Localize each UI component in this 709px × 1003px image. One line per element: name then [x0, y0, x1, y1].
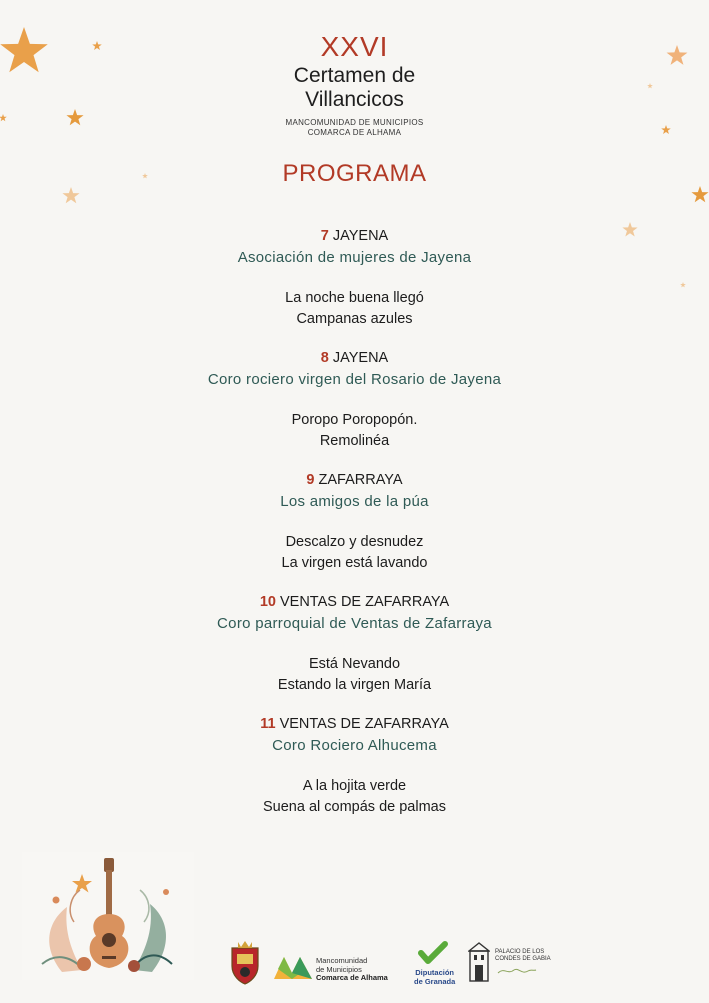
- palacio-building-icon: [468, 941, 490, 983]
- event-place: JAYENA: [332, 228, 389, 244]
- mancomunidad-logo-icon: [272, 953, 314, 981]
- event-day-8: [0, 348, 709, 470]
- event-day-9: [0, 470, 709, 592]
- palacio-logo-text: PALACIO DE LOS CONDES DE GABIA: [495, 949, 551, 962]
- song-title: Remolinéa: [319, 433, 390, 449]
- municipal-coat-of-arms-icon: [228, 938, 262, 986]
- song-title: Descalzo y desnudez: [285, 534, 424, 550]
- song-title: Suena al compás de palmas: [263, 799, 446, 815]
- event-group: Coro parroquial de Ventas de Zafarraya: [217, 615, 492, 632]
- star-icon: [62, 187, 79, 203]
- event-date-place: [0, 470, 709, 491]
- event-day-11: [0, 714, 709, 836]
- event-place: VENTAS DE ZAFARRAYA: [279, 716, 449, 732]
- event-day: 11: [260, 716, 276, 732]
- star-icon: [691, 186, 708, 202]
- event-date-place: [0, 226, 709, 247]
- diputacion-logo-text: Diputación de Granada: [414, 968, 456, 986]
- event-day-10: [0, 592, 709, 714]
- event-songs: [0, 288, 709, 330]
- event-day: 9: [306, 472, 315, 488]
- edition-number: XXVI: [320, 31, 389, 62]
- event-place: ZAFARRAYA: [318, 472, 403, 488]
- signature-flourish-icon: [496, 965, 538, 977]
- event-group: Los amigos de la púa: [280, 493, 429, 510]
- song-title: Está Nevando: [308, 656, 401, 672]
- event-date-place: [0, 592, 709, 613]
- event-songs: [0, 410, 709, 452]
- event-songs: [0, 654, 709, 696]
- event-date-place: [0, 348, 709, 369]
- diputacion-logo-icon: [418, 941, 448, 967]
- organizer-line1: MANCOMUNIDAD DE MUNICIPIOS: [285, 118, 424, 127]
- event-group: Coro Rociero Alhucema: [272, 737, 437, 754]
- event-day: 7: [320, 228, 329, 244]
- song-title: Poropo Poropopón.: [291, 412, 418, 428]
- poster-header: [0, 30, 709, 138]
- organizer-line2: COMARCA DE ALHAMA: [307, 128, 402, 137]
- poster-title-line2: Villancicos: [305, 88, 404, 111]
- program-list: [0, 226, 709, 836]
- event-songs: [0, 776, 709, 818]
- sponsor-logos: [0, 935, 709, 990]
- event-place: VENTAS DE ZAFARRAYA: [279, 594, 450, 610]
- event-day: 8: [320, 350, 329, 366]
- song-title: La virgen está lavando: [281, 555, 428, 571]
- song-title: Estando la virgen María: [277, 677, 432, 693]
- event-songs: [0, 532, 709, 574]
- event-group: Coro rociero virgen del Rosario de Jayena: [207, 371, 502, 388]
- programa-heading: PROGRAMA: [282, 160, 427, 187]
- event-date-place: [0, 714, 709, 735]
- song-title: Campanas azules: [296, 311, 413, 327]
- event-place: JAYENA: [332, 350, 389, 366]
- event-day-7: [0, 226, 709, 348]
- poster-title-line1: Certamen de: [293, 64, 416, 87]
- event-group: Asociación de mujeres de Jayena: [237, 249, 472, 266]
- song-title: La noche buena llegó: [285, 290, 424, 306]
- song-title: A la hojita verde: [302, 778, 407, 794]
- mancomunidad-logo-text: Mancomunidad de Municipios Comarca de Alhama: [316, 956, 388, 982]
- event-day: 10: [259, 594, 276, 610]
